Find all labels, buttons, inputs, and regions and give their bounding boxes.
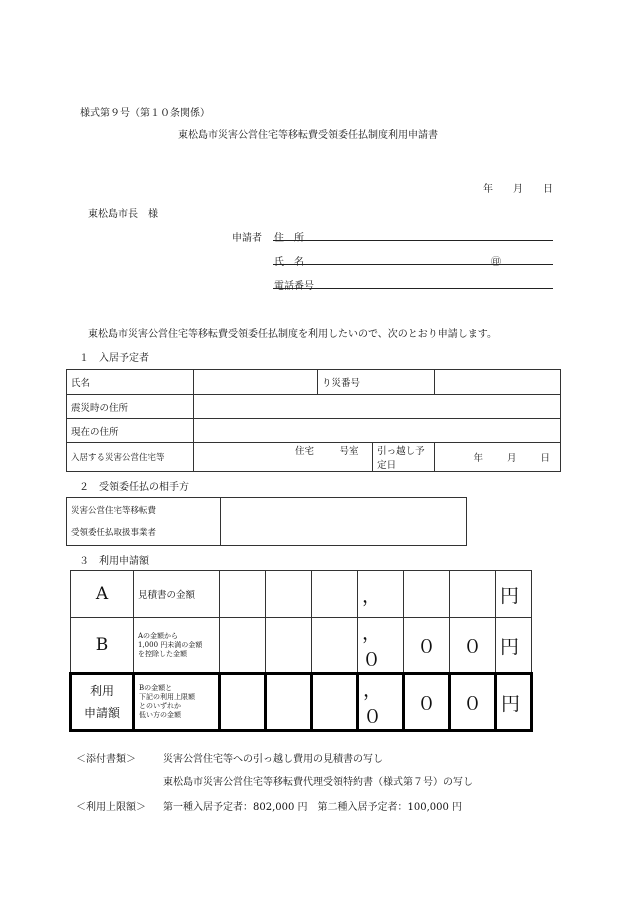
- contractor-header: [67, 498, 221, 546]
- intro-text: 東松島市災害公営住宅等移転費受領委任払制度を利用したいので、次のとおり申請します。: [88, 329, 497, 340]
- disaster-address-header: 震災時の住所: [67, 395, 194, 419]
- row-b-yen: 円: [496, 618, 532, 674]
- housing-cell[interactable]: [194, 443, 435, 472]
- room-unit-label: 号室: [339, 446, 359, 457]
- address-label: 住 所: [274, 233, 304, 244]
- move-year-label: 年: [473, 453, 483, 464]
- limit-label: ＜利用上限額＞: [76, 802, 146, 813]
- row-c-desc1: Bの金額と: [139, 684, 173, 692]
- name-cell[interactable]: [194, 370, 318, 395]
- row-c-digit-2[interactable]: [266, 674, 312, 731]
- date-year: 年: [483, 184, 493, 195]
- row-c-comma-zero: ，０: [358, 674, 404, 731]
- row-c-desc2: 下記の利用上限額: [139, 693, 195, 701]
- move-date-header: 引っ越し予定日: [372, 443, 434, 471]
- row-a-label: 見積書の金額: [134, 571, 220, 618]
- resident-table: [66, 369, 561, 472]
- disaster-address-cell[interactable]: [194, 395, 561, 419]
- contractor-line1: 災害公営住宅等移転費: [71, 505, 157, 516]
- row-a-key: A: [71, 571, 134, 618]
- section1-heading: １ 入居予定者: [79, 353, 149, 364]
- row-a-yen: 円: [496, 571, 532, 618]
- move-month-label: 月: [506, 453, 517, 464]
- row-b-digit-1[interactable]: [220, 618, 266, 674]
- attach-label: ＜添付書類＞: [76, 754, 136, 765]
- row-c-yen: 円: [496, 674, 532, 731]
- move-date-cell[interactable]: [435, 443, 561, 472]
- row-b-digit-2[interactable]: [266, 618, 312, 674]
- attach-item-1: 災害公営住宅等への引っ越し費用の見積書の写し: [163, 754, 383, 765]
- applicant-label: 申請者: [232, 233, 262, 244]
- name-line[interactable]: [273, 264, 553, 265]
- row-b-zero-2: ０: [450, 618, 496, 674]
- addressee: 東松島市長 様: [88, 209, 158, 220]
- row-c-zero-2: ０: [450, 674, 496, 731]
- row-a-digit-3[interactable]: [312, 571, 358, 618]
- seal-mark: ㊞: [491, 257, 501, 268]
- amount-table: [69, 570, 533, 732]
- contractor-line2: 受領委任払取扱事業者: [71, 527, 157, 538]
- disaster-no-cell[interactable]: [435, 370, 561, 395]
- row-c-digit-3[interactable]: [312, 674, 358, 731]
- limit-text: 第一種入居予定者：802,000 円 第二種入居予定者：100,000 円: [163, 802, 463, 813]
- contractor-cell[interactable]: [221, 498, 467, 546]
- phone-line[interactable]: [273, 288, 553, 289]
- current-address-cell[interactable]: [194, 419, 561, 443]
- row-c-zero-1: ０: [404, 674, 450, 731]
- row-a-digit-2[interactable]: [266, 571, 312, 618]
- row-c-desc3: とのいずれか: [139, 702, 181, 710]
- name-header: 氏名: [67, 370, 194, 395]
- attach-item-2: 東松島市災害公営住宅等移転費代理受領特約書（様式第７号）の写し: [163, 777, 473, 788]
- row-b-digit-3[interactable]: [312, 618, 358, 674]
- disaster-no-header: り災番号: [318, 370, 435, 395]
- row-a-digit-1[interactable]: [220, 571, 266, 618]
- row-b-desc2: 1,000 円未満の金額: [138, 640, 203, 649]
- row-a-comma[interactable]: ，: [358, 571, 404, 618]
- current-address-header: 現在の住所: [67, 419, 194, 443]
- date-day: 日: [543, 184, 553, 195]
- row-c-digit-1[interactable]: [220, 674, 266, 731]
- row-c-key2: 申請額: [83, 706, 120, 720]
- phone-label: 電話番号: [274, 281, 314, 292]
- row-b-key: B: [71, 618, 134, 674]
- address-line[interactable]: [273, 240, 553, 241]
- move-day-label: 日: [540, 453, 550, 464]
- row-c-key1: 利用: [89, 684, 114, 698]
- row-c-desc: [134, 674, 220, 731]
- date-month: 月: [513, 184, 523, 195]
- row-b-zero-1: ０: [404, 618, 450, 674]
- housing-header: 入居する災害公営住宅等: [67, 443, 194, 472]
- row-c-desc4: 低い方の金額: [139, 711, 181, 719]
- row-b-desc: [134, 618, 220, 674]
- row-b-desc3: を控除した金額: [138, 649, 187, 658]
- row-a-digit-5[interactable]: [404, 571, 450, 618]
- row-b-desc1: Aの金額から: [138, 631, 179, 640]
- row-c-key: [71, 674, 134, 731]
- document-title: 東松島市災害公営住宅等移転費受領委任払制度利用申請書: [178, 130, 438, 141]
- row-b-comma-zero: ，０: [358, 618, 404, 674]
- section3-heading: ３ 利用申請額: [79, 556, 149, 567]
- housing-unit-label: 住宅: [295, 446, 315, 457]
- form-number: 様式第９号（第１０条関係）: [80, 108, 210, 119]
- row-a-digit-6[interactable]: [450, 571, 496, 618]
- section2-heading: ２ 受領委任払の相手方: [79, 482, 189, 493]
- name-label: 氏 名: [274, 257, 304, 268]
- contractor-table: [66, 497, 467, 546]
